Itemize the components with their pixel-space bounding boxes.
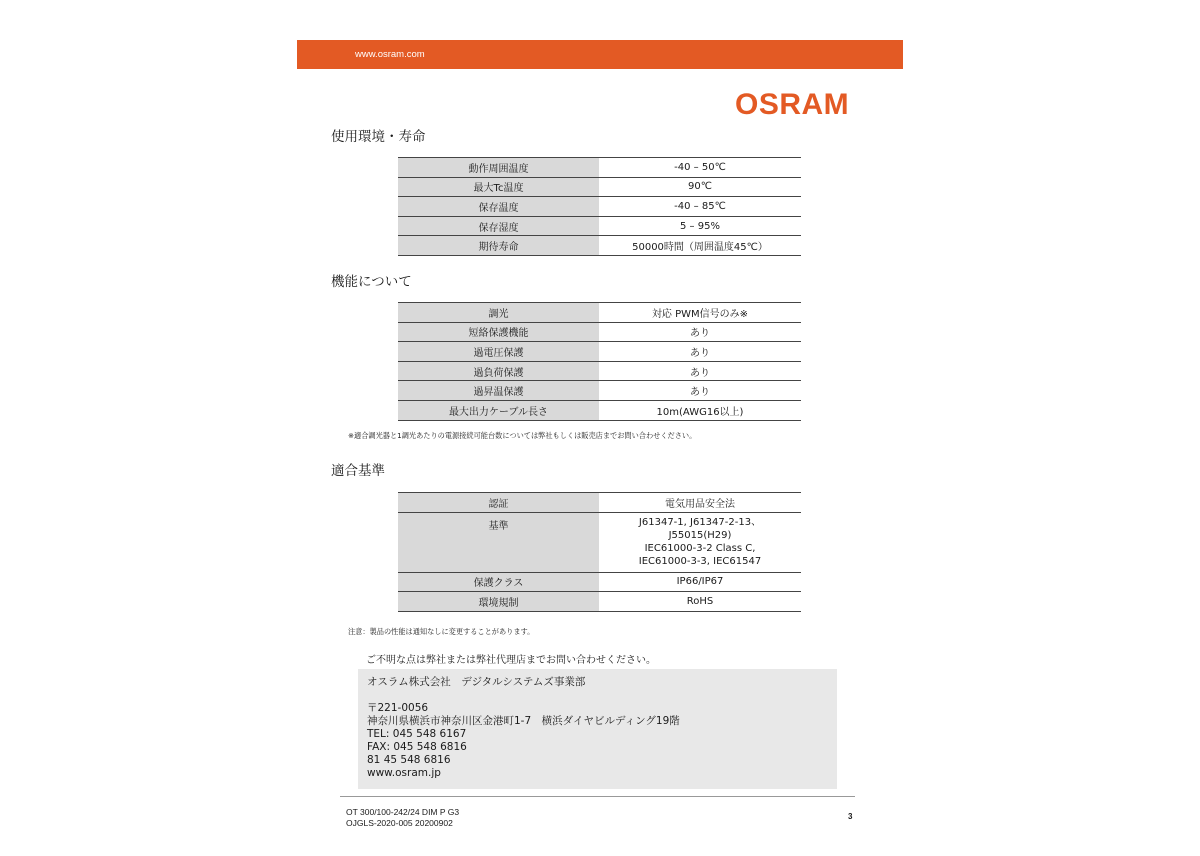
intl-phone: 81 45 548 6816 (367, 754, 451, 766)
row-label: 基準 (398, 512, 599, 572)
row-value: あり (599, 361, 801, 381)
table-row (398, 592, 801, 612)
row-value: あり (599, 342, 801, 362)
page-number: 3 (848, 812, 853, 821)
row-value: 10m(AWG16以上) (599, 400, 801, 420)
dimming-footnote: ※適合調光器と1調光あたりの電源接続可能台数については弊社もしくは販売店までお問い合わせください。 (348, 431, 697, 440)
section-title-functions: 機能について (331, 274, 412, 290)
table-row (398, 361, 801, 381)
row-label: 保存湿度 (398, 216, 599, 236)
functions-table (398, 302, 801, 421)
standard-line: J61347-1, J61347-2-13、 (638, 516, 762, 528)
company-name: オスラム株式会社 デジタルシステムズ事業部 (367, 676, 586, 688)
row-value: -40 – 85℃ (599, 197, 801, 217)
section-title-standards: 適合基準 (331, 463, 385, 479)
row-label: 過負荷保護 (398, 361, 599, 381)
table-row (398, 303, 801, 323)
standard-line: IEC61000-3-3, IEC61547 (638, 555, 762, 567)
table-row (398, 512, 801, 572)
address: 神奈川県横浜市神奈川区金港町1-7 横浜ダイヤビルディング19階 (367, 715, 680, 727)
row-value: RoHS (599, 592, 801, 612)
row-label: 動作周囲温度 (398, 158, 599, 178)
postal-code: 〒221-0056 (367, 702, 429, 714)
row-label: 保護クラス (398, 572, 599, 592)
standard-line: IEC61000-3-2 Class C, (644, 542, 756, 554)
row-value: あり (599, 381, 801, 401)
row-value: あり (599, 322, 801, 342)
row-label: 調光 (398, 303, 599, 323)
footer-divider (340, 796, 855, 797)
row-value: -40 – 50℃ (599, 158, 801, 178)
header-bar (297, 40, 903, 69)
environment-table (398, 157, 801, 256)
table-row (398, 381, 801, 401)
row-label: 短絡保護機能 (398, 322, 599, 342)
contact-box (358, 669, 837, 789)
row-label: 最大Tc温度 (398, 177, 599, 197)
doc-code: OJGLS-2020-005 20200902 (346, 818, 453, 828)
footer-doc-info (346, 807, 459, 829)
doc-id: OT 300/100-242/24 DIM P G3 (346, 807, 460, 817)
fax: FAX: 045 548 6816 (367, 741, 467, 753)
tel: TEL: 045 548 6167 (367, 728, 467, 740)
table-row (398, 493, 801, 513)
table-row (398, 158, 801, 178)
row-value: 50000時間（周囲温度45℃） (599, 236, 801, 256)
osram-logo: OSRAM (735, 88, 850, 121)
inquiry-text: ご不明な点は弊社または弊社代理店までお問い合わせください。 (366, 655, 656, 666)
header-url[interactable]: www.osram.com (355, 49, 425, 60)
row-label: 環境規制 (398, 592, 599, 612)
row-value: 対応 PWM信号のみ※ (599, 303, 801, 323)
table-row (398, 342, 801, 362)
table-row (398, 236, 801, 256)
row-label: 保存温度 (398, 197, 599, 217)
row-label: 最大出力ケーブル長さ (398, 400, 599, 420)
row-value (599, 512, 801, 572)
standard-line: J55015(H29) (668, 529, 732, 541)
table-row (398, 572, 801, 592)
row-value: 電気用品安全法 (599, 493, 801, 513)
row-label: 期待寿命 (398, 236, 599, 256)
caution-note: 注意：製品の性能は通知なしに変更することがあります。 (348, 627, 535, 636)
website-link[interactable]: www.osram.jp (367, 767, 441, 779)
row-value: 5 – 95% (599, 216, 801, 236)
table-row (398, 216, 801, 236)
table-row (398, 322, 801, 342)
row-label: 過電圧保護 (398, 342, 599, 362)
table-row (398, 197, 801, 217)
section-title-environment: 使用環境・寿命 (331, 129, 426, 145)
row-value: 90℃ (599, 177, 801, 197)
table-row (398, 400, 801, 420)
row-label: 認証 (398, 493, 599, 513)
table-row (398, 177, 801, 197)
row-value: IP66/IP67 (599, 572, 801, 592)
row-label: 過昇温保護 (398, 381, 599, 401)
standards-table (398, 492, 801, 612)
